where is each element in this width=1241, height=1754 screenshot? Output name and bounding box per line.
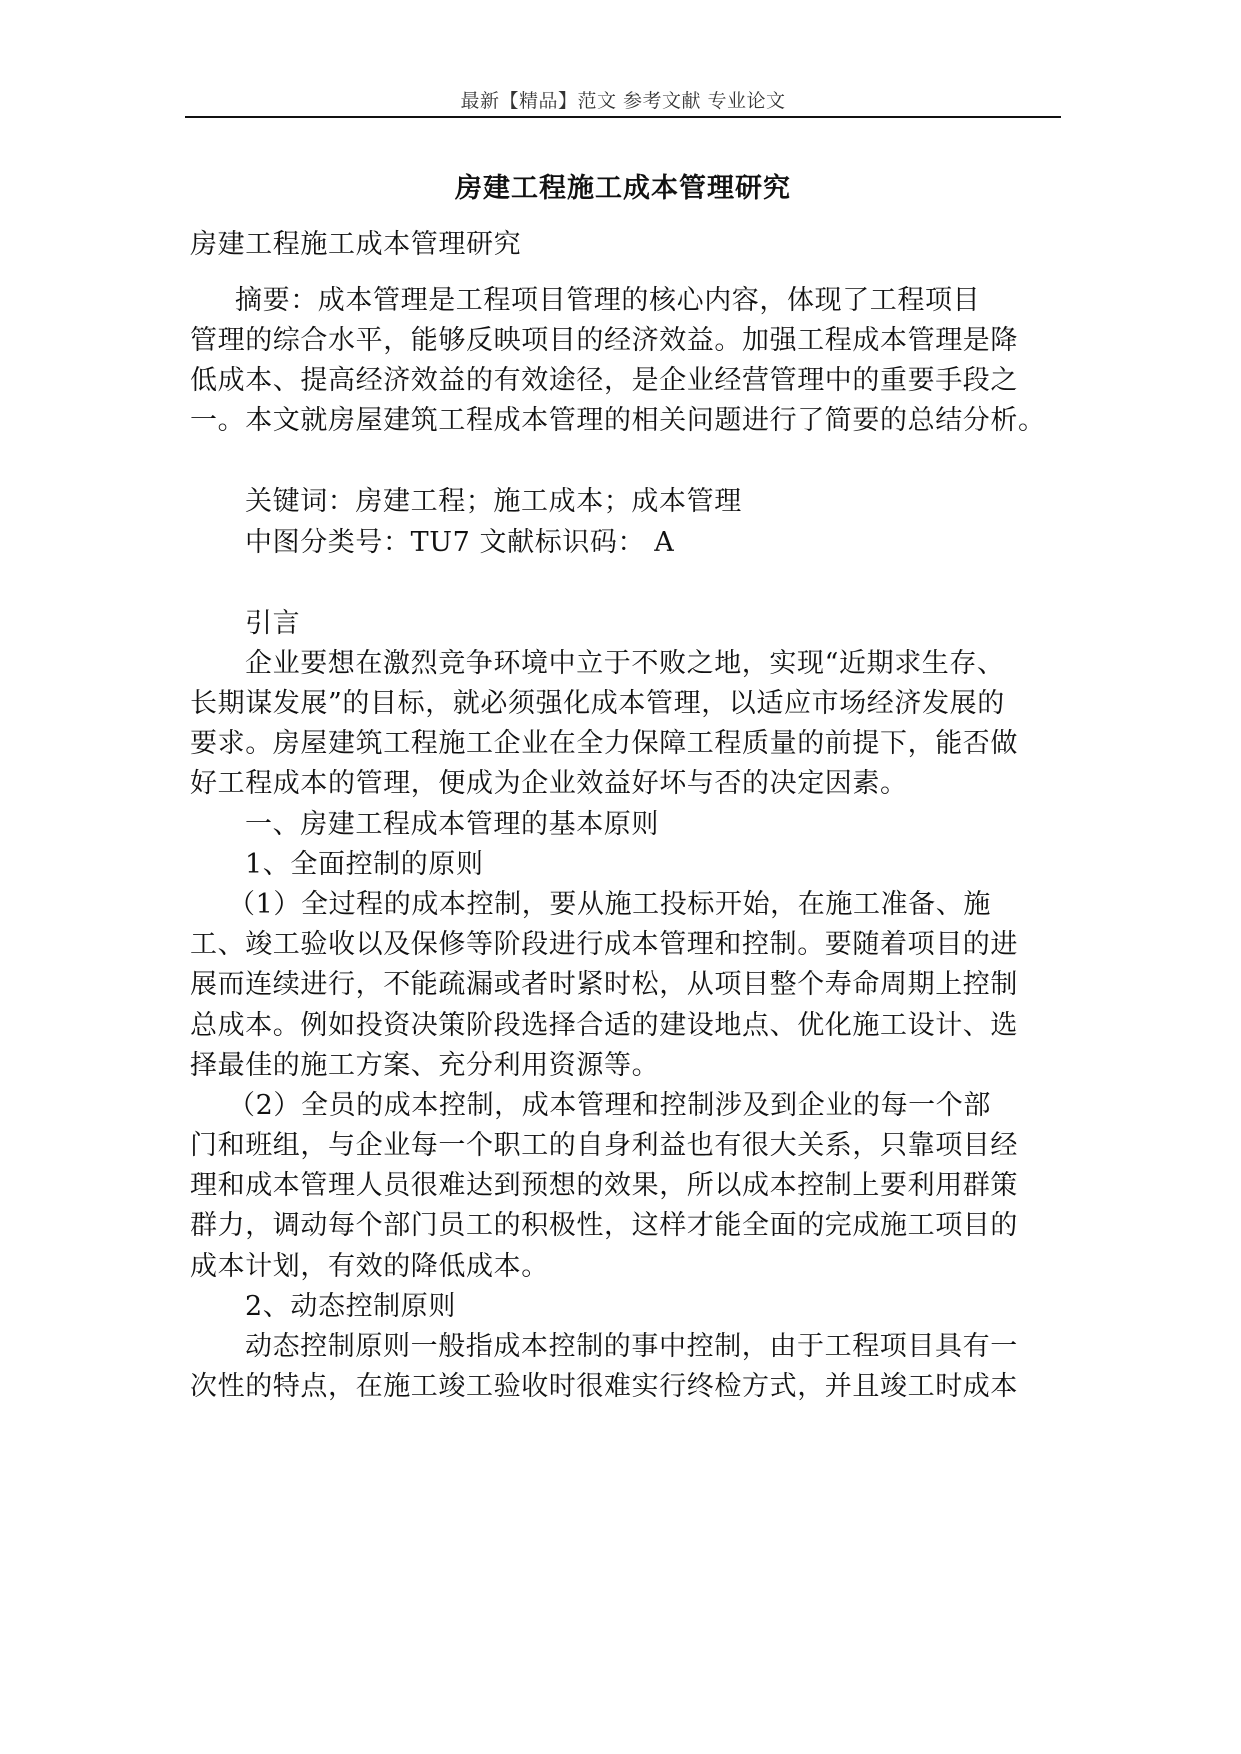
paragraph-line: 企业要想在激烈竞争环境中立于不败之地，实现“近期求生存、 <box>245 648 1005 679</box>
subsection-heading: 1、全面控制的原则 <box>245 849 484 880</box>
keywords-line: 关键词：房建工程；施工成本；成本管理 <box>245 486 742 517</box>
paragraph-line: 门和班组，与企业每一个职工的自身利益也有很大关系，只靠项目经 <box>190 1130 1018 1161</box>
subtitle-line: 房建工程施工成本管理研究 <box>190 229 522 260</box>
section-heading: 一、房建工程成本管理的基本原则 <box>245 809 659 840</box>
paragraph-line: 成本计划，有效的降低成本。 <box>190 1251 549 1282</box>
paragraph-line: 次性的特点，在施工竣工验收时很难实行终检方式，并且竣工时成本 <box>190 1371 1018 1402</box>
abstract-line: 一。本文就房屋建筑工程成本管理的相关问题进行了简要的总结分析。 <box>190 405 1046 436</box>
paragraph-line: 好工程成本的管理，便成为企业效益好坏与否的决定因素。 <box>190 768 908 799</box>
subsection-heading: 2、动态控制原则 <box>245 1291 456 1322</box>
abstract-line: 管理的综合水平，能够反映项目的经济效益。加强工程成本管理是降 <box>190 325 1018 356</box>
paragraph-line: 群力，调动每个部门员工的积极性，这样才能全面的完成施工项目的 <box>190 1210 1018 1241</box>
running-header: 最新【精品】范文 参考文献 专业论文 <box>460 90 786 112</box>
paragraph-line: 工、竣工验收以及保修等阶段进行成本管理和控制。要随着项目的进 <box>190 929 1018 960</box>
abstract-line: 低成本、提高经济效益的有效途径，是企业经营管理中的重要手段之 <box>190 365 1018 396</box>
classification-line: 中图分类号：TU7 文献标识码： A <box>245 527 675 558</box>
paragraph-line: 总成本。例如投资决策阶段选择合适的建设地点、优化施工设计、选 <box>190 1010 1018 1041</box>
paragraph-line: 动态控制原则一般指成本控制的事中控制，由于工程项目具有一 <box>245 1331 1018 1362</box>
document-title: 房建工程施工成本管理研究 <box>455 173 791 204</box>
paragraph-line: （1）全过程的成本控制，要从施工投标开始，在施工准备、施 <box>228 889 991 920</box>
paragraph-line: 择最佳的施工方案、充分利用资源等。 <box>190 1050 660 1081</box>
paragraph-line: 要求。房屋建筑工程施工企业在全力保障工程质量的前提下，能否做 <box>190 728 1018 759</box>
abstract-line: 摘要：成本管理是工程项目管理的核心内容，体现了工程项目 <box>235 285 981 316</box>
paragraph-line: 长期谋发展”的目标，就必须强化成本管理，以适应市场经济发展的 <box>190 688 1005 719</box>
paragraph-line: 理和成本管理人员很难达到预想的效果，所以成本控制上要利用群策 <box>190 1170 1018 1201</box>
paragraph-line: （2）全员的成本控制，成本管理和控制涉及到企业的每一个部 <box>228 1090 991 1121</box>
header-rule <box>185 116 1061 118</box>
section-heading: 引言 <box>245 608 301 639</box>
paragraph-line: 展而连续进行，不能疏漏或者时紧时松，从项目整个寿命周期上控制 <box>190 969 1018 1000</box>
